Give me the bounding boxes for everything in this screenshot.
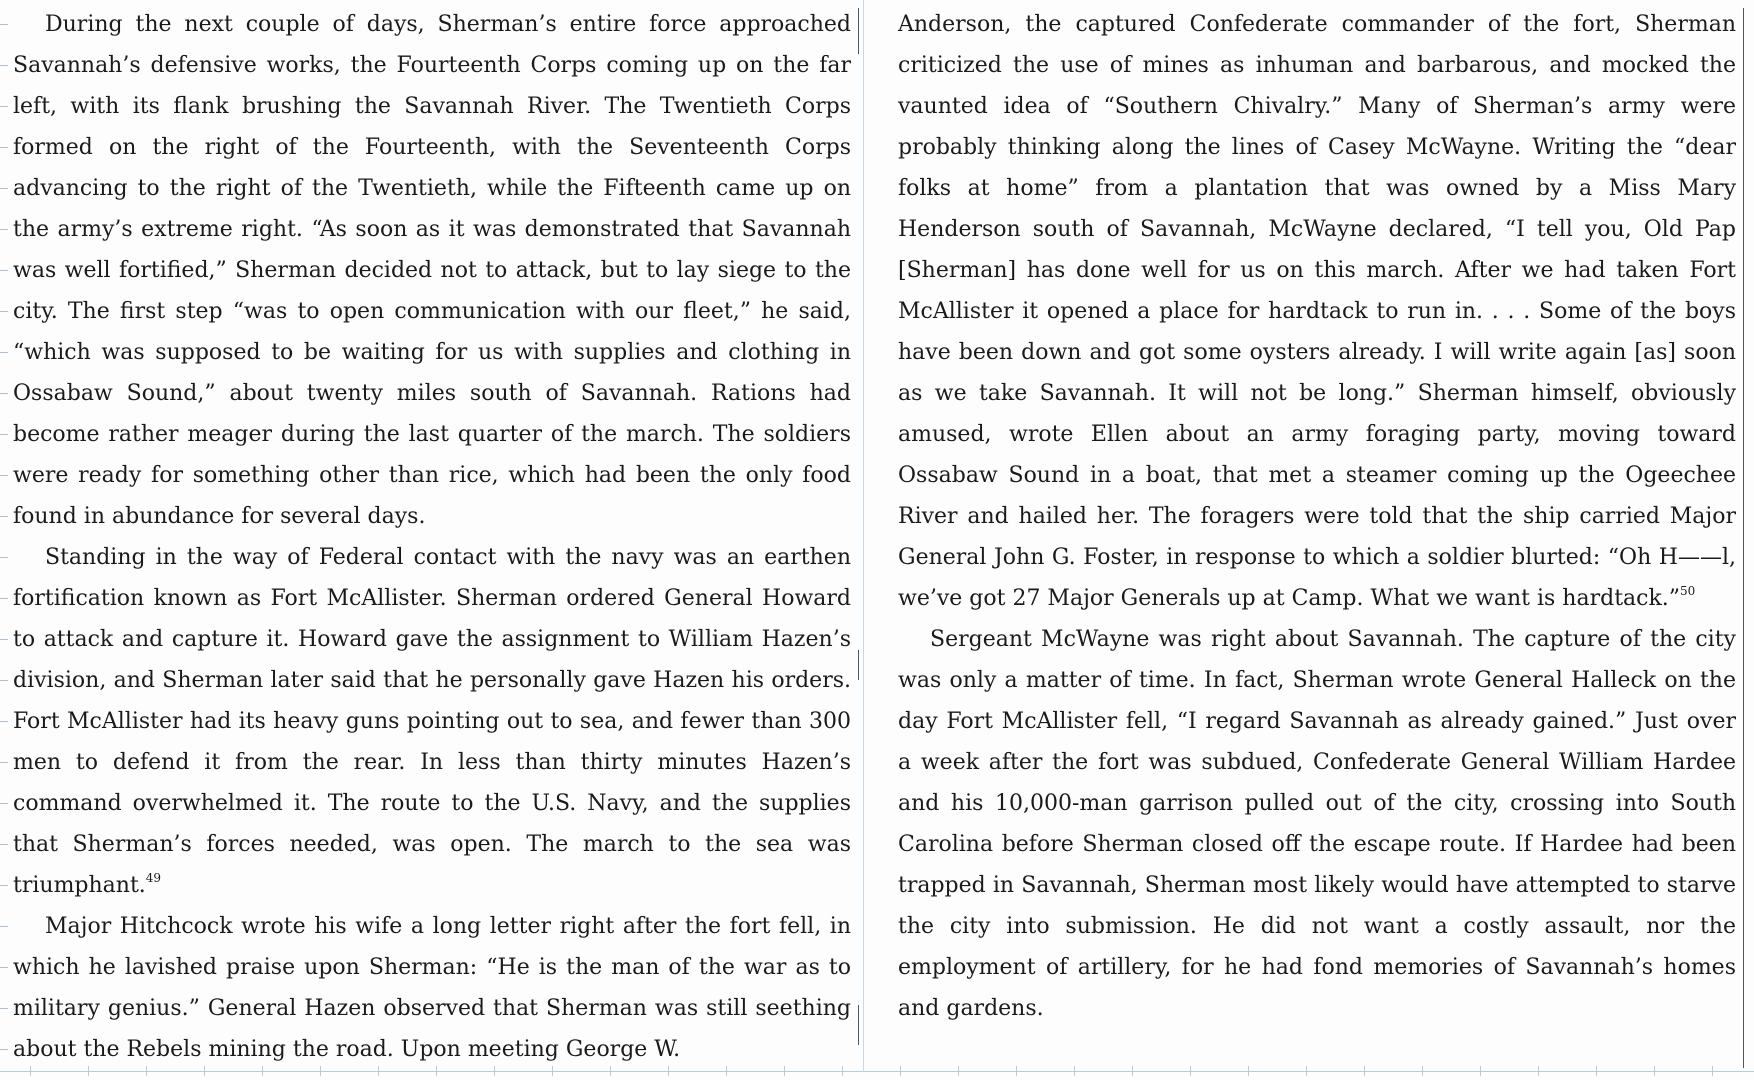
- grid-tick: [1480, 1066, 1481, 1076]
- right-edge-rule: [1743, 8, 1744, 1068]
- margin-mark: [0, 311, 8, 312]
- footnote-marker: 50: [1680, 584, 1696, 598]
- grid-tick: [1712, 1066, 1713, 1076]
- left-text-column: [13, 4, 851, 1070]
- margin-mark: [0, 803, 8, 804]
- grid-tick: [1538, 1066, 1539, 1076]
- grid-tick: [1190, 1066, 1191, 1076]
- margin-mark: [0, 1008, 8, 1009]
- column-gutter-rule: [863, 0, 864, 1072]
- margin-mark: [0, 721, 8, 722]
- gutter-mark: [858, 1005, 859, 1045]
- margin-mark: [0, 434, 8, 435]
- paragraph-text: Anderson, the captured Confederate commander of the fort, Sherman criticized the use of mines as inhuman and barbarous, and mocked the vaunted idea of “Southern Chivalry.” Many of Sherman’s army were probably thinking along the lines of Casey McWayne. Writing the “dear folks at home” from a plantation that was owned by a Miss Mary Henderson south of Savannah, McWayne declared, “I tell you, Old Pap [Sherman] has done well for us on this march. After we had taken Fort McAllister it opened a place for hardtack to run in. . . . Some of the boys have been down and got some oysters already. I will write again [as] soon as we take Savannah. It will not be long.” Sherman himself, obviously amused, wrote Ellen about an army foraging party, moving toward Ossabaw Sound in a boat, that met a steamer coming up the Ogeechee River and hailed her. The foragers were told that the ship carried Major General John G. Foster, in response to which a soldier blurted: “Oh H——l, we’ve got 27 Major Generals up at Camp. What we want is hardtack.”: [898, 12, 1736, 611]
- margin-mark: [0, 270, 8, 271]
- margin-mark: [0, 229, 8, 230]
- paragraph: [898, 4, 1736, 619]
- paragraph: [13, 537, 851, 906]
- bottom-grid-rule: [0, 1071, 1754, 1072]
- grid-tick: [958, 1066, 959, 1076]
- grid-tick: [1422, 1066, 1423, 1076]
- paragraph: Major Hitchcock wrote his wife a long letter right after the fort fell, in which he lavished praise upon Sherman: “He is the man of the war as to military genius.” General Hazen observed that Sherman was still seething about the Rebels mining the road. Upon meeting George W.: [13, 914, 851, 1062]
- grid-tick: [1074, 1066, 1075, 1076]
- margin-mark: [0, 147, 8, 148]
- margin-mark: [0, 885, 8, 886]
- paragraph-text: Standing in the way of Federal contact with the navy was an earthen fortification known as Fort McAllister. Sherman ordered General Howard to attack and capture it. Howard gave the assignment to William Hazen’s division, and Sherman later said that he personally gave Hazen his orders. Fort McAllister had its heavy guns pointing out to sea, and fewer than 300 men to defend it from the rear. In less than thirty minutes Hazen’s command overwhelmed it. The route to the U.S. Navy, and the supplies that Sherman’s forces needed, was open. The march to the sea was triumphant.: [13, 545, 851, 898]
- grid-tick: [1364, 1066, 1365, 1076]
- margin-mark: [0, 680, 8, 681]
- gutter-mark: [858, 650, 859, 680]
- grid-tick: [900, 1066, 901, 1076]
- grid-tick: [1654, 1066, 1655, 1076]
- grid-tick: [1016, 1066, 1017, 1076]
- grid-tick: [1306, 1066, 1307, 1076]
- grid-tick: [1132, 1066, 1133, 1076]
- margin-mark: [0, 967, 8, 968]
- margin-mark: [0, 24, 8, 25]
- margin-mark: [0, 926, 8, 927]
- right-text-column: [898, 4, 1736, 1029]
- margin-mark: [0, 65, 8, 66]
- margin-mark: [0, 762, 8, 763]
- paragraph: Sergeant McWayne was right about Savannah. The capture of the city was only a matter of time. In fact, Sherman wrote General Halleck on the day Fort McAllister fell, “I regard Savannah as already gained.” Just over a week after the fort was subdued, Confederate General William Hardee and his 10,000-man garrison pulled out of the city, crossing into South Carolina before Sherman closed off the escape route. If Hardee had been trapped in Savannah, Sherman most likely would have attempted to starve the city into submission. He did not want a costly assault, nor the employment of artillery, for he had fond memories of Savannah’s homes and gardens.: [898, 627, 1736, 1021]
- margin-mark: [0, 188, 8, 189]
- margin-mark: [0, 557, 8, 558]
- margin-mark: [0, 393, 8, 394]
- margin-mark: [0, 475, 8, 476]
- margin-mark: [0, 844, 8, 845]
- grid-tick: [1596, 1066, 1597, 1076]
- margin-mark: [0, 598, 8, 599]
- margin-mark: [0, 639, 8, 640]
- margin-mark: [0, 106, 8, 107]
- margin-mark: [0, 516, 8, 517]
- gutter-mark: [858, 8, 859, 54]
- footnote-marker: 49: [145, 871, 162, 885]
- grid-tick: [1248, 1066, 1249, 1076]
- margin-mark: [0, 352, 8, 353]
- paragraph: During the next couple of days, Sherman’s entire force approached Savannah’s defensive works, the Fourteenth Corps coming up on the far left, with its flank brushing the Savannah River. The Twentieth Corps formed on the right of the Fourteenth, with the Seventeenth Corps advancing to the right of the Twentieth, while the Fifteenth came up on the army’s extreme right. “As soon as it was demonstrated that Savannah was well fortified,” Sherman decided not to attack, but to lay siege to the city. The first step “was to open communication with our fleet,” he said, “which was supposed to be waiting for us with supplies and clothing in Ossabaw Sound,” about twenty miles south of Savannah. Rations had become rather meager during the last quarter of the march. The soldiers were ready for something other than rice, which had been the only food found in abundance for several days.: [13, 12, 851, 529]
- margin-mark: [0, 1049, 8, 1050]
